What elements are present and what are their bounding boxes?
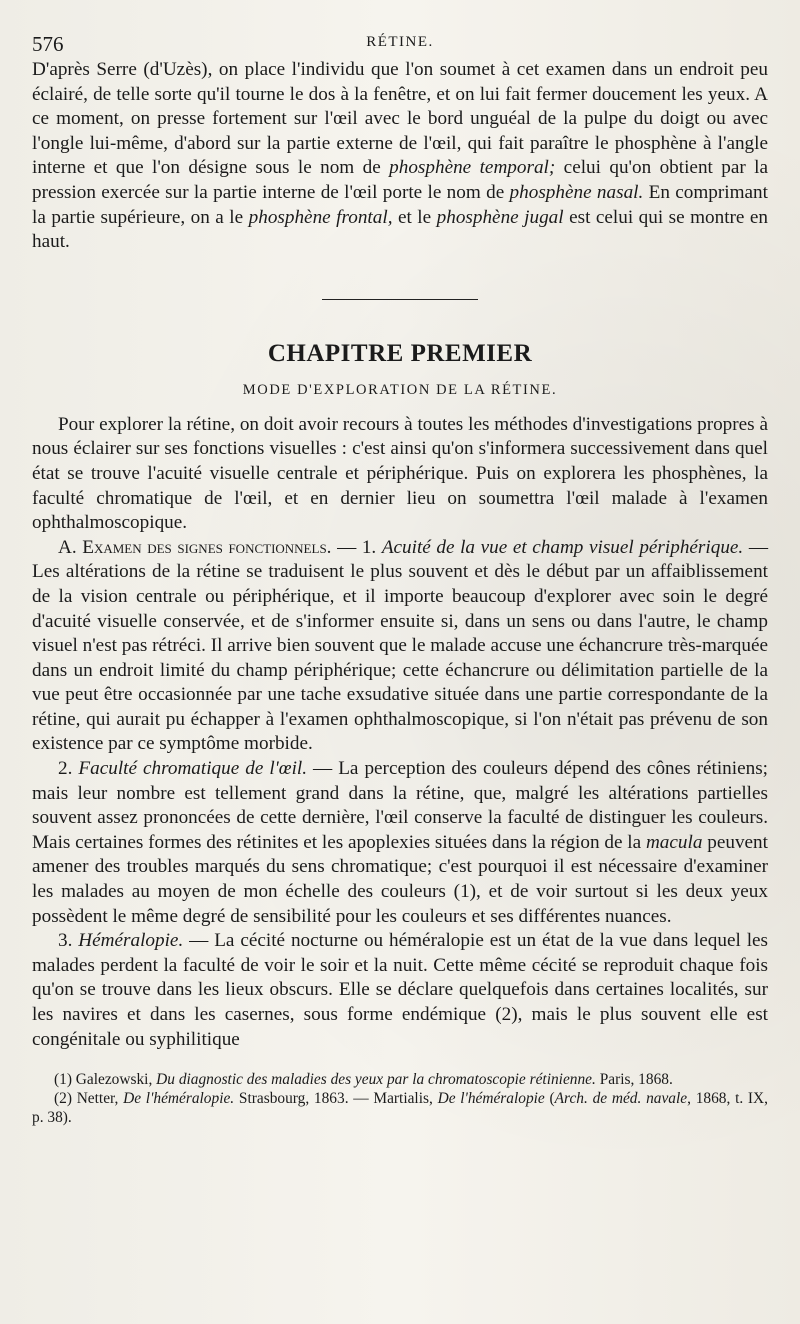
item-2-text-2: peuvent amener des troubles marqués du sens chromatique; c'est pourquoi il est nécessaire d'examiner les malades au moyen de mon échelle des couleurs (1), et de voir surtout si les deux yeux possèdent le même degré de sensibilité pour les couleurs et ses différentes nuances. [32,831,768,927]
term-phosphene-jugal: phosphène jugal [436,206,564,228]
section-divider [322,299,478,300]
page-number: 576 [32,32,64,56]
item-3-heading: Héméralopie. [78,930,184,952]
item-2-paragraph [32,757,768,929]
intro-text-3: En comprimant la partie supérieure, on a le [32,181,768,228]
section-a-subheading: Acuité de la vue et champ visuel périphérique. [381,536,744,558]
intro-paragraph [32,58,768,255]
paragraph-exploration: Pour explorer la rétine, on doit avoir recours à toutes les méthodes d'investigations propres à nous éclairer sur ses fonctions visuelles : c'est ainsi qu'on s'informera successivement dans quel état se trouve l'acuité visuelle centrale et périphérique. Puis on explorera les phosphènes, la faculté chromatique de l'œil, et en dernier lieu on soumettra l'œil malade à l'examen ophthalmoscopique. [32,413,768,534]
item-2-heading: Faculté chromatique de l'œil. [78,758,308,780]
term-phosphene-frontal: phosphène frontal, [248,206,393,228]
footnote-2-title-2: De l'héméralopie [437,1090,545,1108]
footnote-2-mark: (2) [54,1090,72,1108]
item-3-text: — La cécité nocturne ou héméralopie est un état de la vue dans lequel les malades perdent la faculté de voir le soir et la nuit. Cette même cécité se reproduit chaque fois qu'on se trouve dans les lieux obscurs. Elle se déclare quelquefois dans certaines localités, sur les navires et dans les casernes, sous forme endémique (2), mais le plus souvent elle est congénitale ou syphilitique [32,930,769,1050]
term-phosphene-nasal: phosphène nasal. [509,181,644,203]
item-3-paragraph [32,929,768,1052]
footnote-2 [32,1089,768,1127]
chapter-subtitle: MODE D'EXPLORATION DE LA RÉTINE. [242,381,558,398]
footnote-1-place: Paris, 1868. [595,1071,673,1089]
intro-text-4: et le [392,206,437,228]
footnote-2-text-2: ( [544,1090,555,1108]
footnote-2-author: Netter, [71,1090,124,1108]
section-a-text: — Les altérations de la rétine se traduisent le plus souvent et dès le début par un affaiblissement de la vision centrale ou périphérique, et il importe beaucoup d'explorer avec soin le degré d'acuité visuelle conservée, et de s'informer ensuite si, dans un sens ou dans l'autre, le champ visuel n'est pas rétréci. Il arrive bien souvent que le malade accuse une échancrure très-marquée dans un endroit limité du champ périphérique; cette échancrure ou délimitation partielle de la vue peut être occasionnée par une tache exsudative située dans une partie correspondante de la rétine, qui aurait pu échapper à l'examen ophthalmoscopique, si l'on n'était pas prévenu de son existence par ce symptôme morbide. [32,536,769,755]
item-2-number: 2. [58,758,73,780]
page-body [32,58,768,1052]
footnote-2-text-1: Strasbourg, 1863. — Martialis, [234,1090,438,1108]
intro-text-1: D'après Serre (d'Uzès), on place l'individu que l'on soumet à cet examen dans un endroit peu éclairé, de telle sorte qu'il tourne le dos à la fenêtre, et on lui fait fermer doucement les yeux. A ce moment, on presse fortement sur l'œil avec le bord unguéal de la pulpe du doigt ou avec l'ongle lui-même, d'abord sur la partie externe de l'œil, qui fait paraître le phosphène à l'angle interne et que l'on désigne sous le nom de [32,59,768,179]
intro-text-5: est celui qui se montre en haut. [32,206,769,253]
section-a-separator: — 1. [331,536,382,558]
section-a-heading: Examen des signes fonctionnels. [82,536,332,558]
footnotes [32,1070,768,1127]
footnote-2-title: De l'héméralopie. [123,1090,235,1108]
page-header [32,28,768,58]
section-a-label: A. [58,536,77,558]
footnote-1-mark: (1) [54,1071,72,1089]
chapter-title: CHAPITRE PREMIER [267,339,533,367]
item-3-number: 3. [58,930,73,952]
section-a-paragraph [32,536,768,757]
running-head: RÉTINE. [366,34,434,50]
footnote-2-journal: Arch. de méd. navale [554,1090,688,1108]
footnote-1-title: Du diagnostic des maladies des yeux par la chromatoscopie rétinienne. [156,1071,596,1089]
item-2-text-1: — La perception des couleurs dépend des cônes rétiniens; mais leur nombre est tellement grand dans la rétine, que, malgré les altérations partielles souvent assez prononcées de cette dernière, l'œil conserve la faculté de distinguer les couleurs. Mais certaines formes des rétinites et les apoplexies situées dans la région de la [32,758,768,853]
term-macula: macula [645,831,703,853]
term-phosphene-temporal: phosphène temporal; [389,157,556,179]
intro-text-2: celui qu'on obtient par la pression exercée sur la partie interne de l'œil porte le nom de [32,157,768,203]
footnote-2-text-3: , 1868, t. IX, p. 38). [32,1090,769,1127]
footnote-1 [32,1070,768,1089]
footnote-1-author: Galezowski, [71,1071,157,1089]
